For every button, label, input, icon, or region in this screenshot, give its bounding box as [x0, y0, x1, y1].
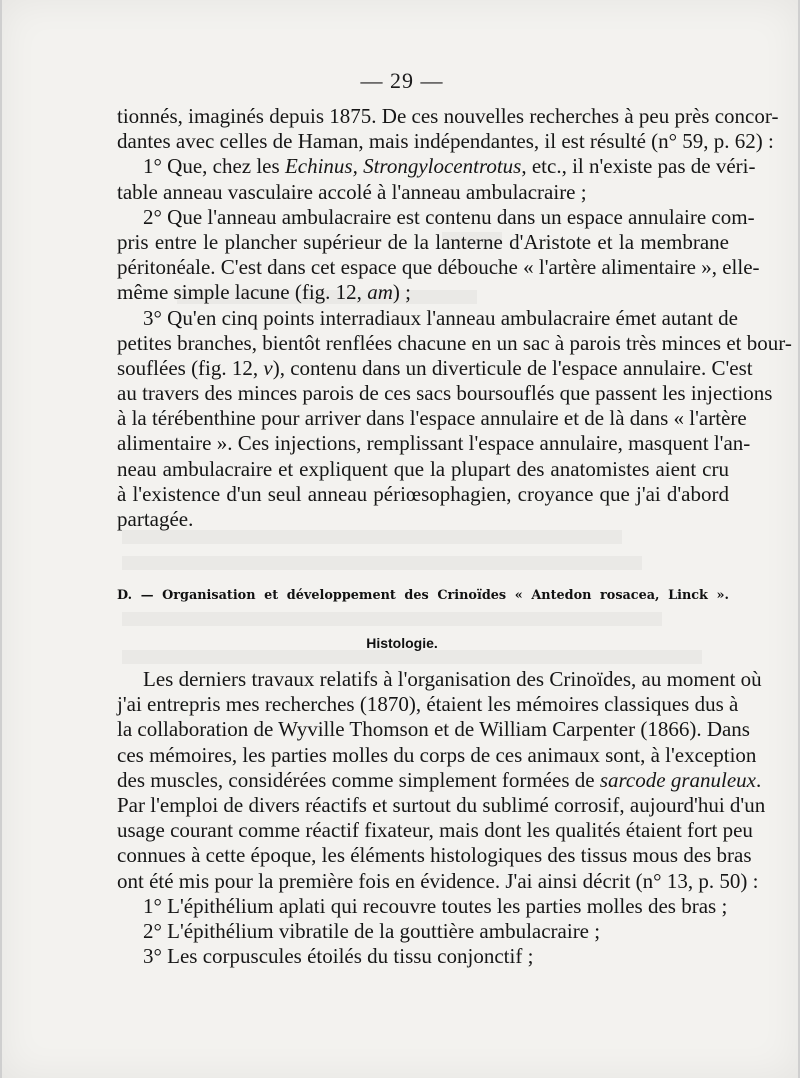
subsection-title: Histologie. [366, 635, 438, 651]
text-line: alimentaire ». Ces injections, remplissant l'espace annulaire, masquent l'an- [117, 431, 751, 456]
text-line: j'ai entrepris mes recherches (1870), étaient les mémoires classiques dus à [117, 692, 739, 717]
text-line: même simple lacune (fig. 12, am) ; [117, 280, 411, 305]
text-line: à la térébenthine pour arriver dans l'espace annulaire et de là dans « l'artère [117, 406, 747, 431]
text-line: Par l'emploi de divers réactifs et surtout du sublimé corrosif, aujourd'hui d'un [117, 792, 766, 817]
text-line: petites branches, bientôt renflées chacune en un sac à parois très minces et bour- [117, 330, 792, 355]
text-line: ces mémoires, les parties molles du corps de ces animaux sont, à l'exception [117, 742, 757, 767]
text-line: 2° L'épithélium vibratile de la gouttière ambulacraire ; [143, 918, 601, 943]
text-line: la collaboration de Wyville Thomson et de William Carpenter (1866). Dans [117, 717, 750, 742]
text-line: 1° L'épithélium aplati qui recouvre toutes les parties molles des bras ; [143, 893, 728, 918]
text-line: péritonéale. C'est dans cet espace que débouche « l'artère alimentaire », elle- [117, 255, 760, 280]
text-line: pris entre le plancher supérieur de la lanterne d'Aristote et la membrane [117, 229, 729, 254]
text-line: 3° Les corpuscules étoilés du tissu conjonctif ; [143, 944, 534, 969]
bleed-through-mark [122, 556, 642, 570]
text-line: 3° Qu'en cinq points interradiaux l'anneau ambulacraire émet autant de [143, 305, 738, 330]
paragraph-block-2 [117, 667, 766, 969]
text-line: au travers des minces parois de ces sacs boursouflés que passent les injections [117, 381, 773, 406]
text-line: tionnés, imaginés depuis 1875. De ces nouvelles recherches à peu près concor- [117, 104, 779, 128]
text-line: à l'existence d'un seul anneau périœsophagien, croyance que j'ai d'abord [117, 481, 729, 506]
paragraph-block-1 [117, 104, 792, 532]
text-line: connues à cette époque, les éléments histologiques des tissus mous des bras [117, 843, 752, 868]
bleed-through-mark [122, 612, 662, 626]
text-line: Les derniers travaux relatifs à l'organisation des Crinoïdes, au moment où [143, 667, 762, 691]
text-line: souflées (fig. 12, v), contenu dans un diverticule de l'espace annulaire. C'est [117, 355, 753, 380]
text-line: partagée. [117, 507, 194, 531]
page-number: — 29 — [360, 68, 444, 93]
text-line: usage courant comme réactif fixateur, mais dont les qualités étaient fort peu [117, 818, 753, 843]
text-line: des muscles, considérées comme simplement formées de sarcode granuleux. [117, 767, 762, 792]
scanned-page [2, 0, 798, 1078]
text-line: ont été mis pour la première fois en évidence. J'ai ainsi décrit (n° 13, p. 50) : [117, 868, 759, 893]
text-line: dantes avec celles de Haman, mais indépendantes, il est résulté (n° 59, p. 62) : [117, 129, 774, 154]
text-line: table anneau vasculaire accolé à l'anneau ambulacraire ; [117, 179, 587, 204]
section-heading: D. — Organisation et développement des Crinoïdes « Antedon rosacea, Linck ». [117, 588, 729, 603]
text-line: neau ambulacraire et expliquent que la plupart des anatomistes aient cru [117, 456, 729, 481]
text-line: 2° Que l'anneau ambulacraire est contenu dans un espace annulaire com- [143, 204, 755, 229]
text-line: 1° Que, chez les Echinus, Strongylocentrotus, etc., il n'existe pas de véri- [143, 154, 756, 179]
bleed-through-mark [122, 650, 702, 664]
